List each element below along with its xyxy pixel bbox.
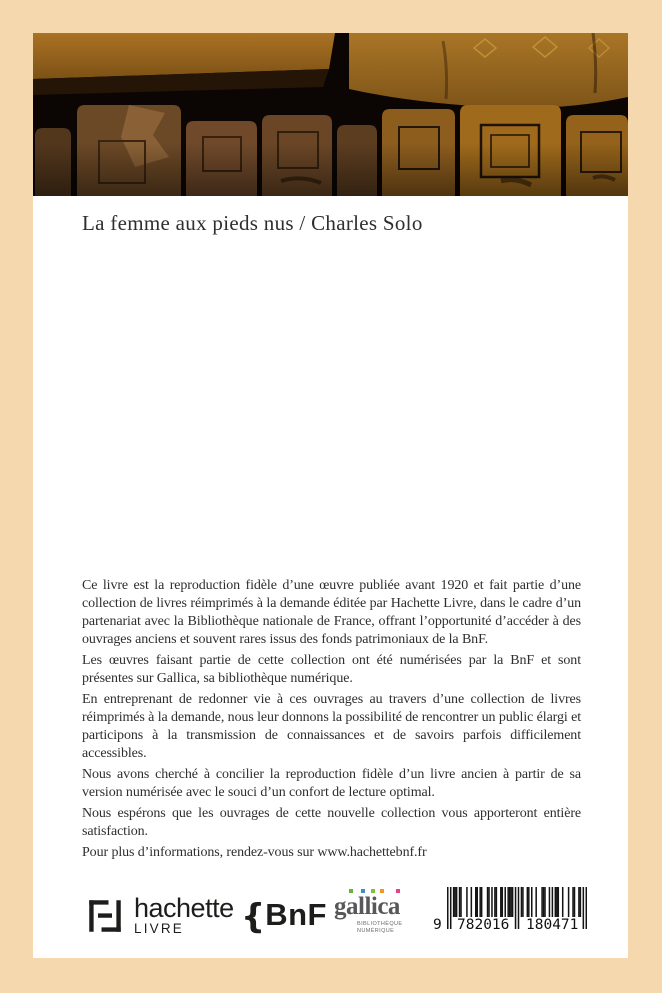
barcode-digits	[431, 917, 591, 935]
hachette-livre-logo	[84, 895, 234, 937]
old-books-photo	[33, 33, 628, 196]
publisher-footer	[33, 887, 628, 945]
hachette-wordmark: hachette	[134, 893, 234, 923]
paragraph: Ce livre est la reproduction fidèle d’une œuvre publiée avant 1920 et fait partie d’une collection de livres réimprimés à la demande éditée par Hachette Livre, dans le cadre d’un partenariat avec la Bibliothèque nationale de France, offrant l’opportunité d’accéder à des ouvrages anciens et souvent rares issus des fonds patrimoniaux de la BnF.	[82, 578, 581, 647]
bnf-logo	[241, 897, 327, 937]
gallica-subtitle-line1: BIBLIOTHÈQUE	[357, 921, 403, 927]
barcode-group2: 180471	[526, 917, 579, 933]
description-paragraphs	[82, 577, 581, 865]
gallica-wordmark: gallica	[334, 893, 400, 920]
gallica-logo	[334, 888, 412, 944]
bnf-brace-icon: {	[241, 897, 266, 937]
paragraph: Nous avons cherché à concilier la reproduction fidèle d’un livre ancien à partir de sa version numérisée avec le souci d’un confort de lecture optimal.	[82, 767, 581, 800]
barcode-first-digit: 9	[433, 917, 442, 933]
paragraph: En entreprenant de redonner vie à ces ouvrages au travers d’une collection de livres réimprimés à la demande, nous leur donnons la possibilité de rencontrer un public élargi et participons à la transmission de connaissances et de savoirs parfois difficilement accessibles.	[82, 692, 581, 761]
paragraph: Nous espérons que les ouvrages de cette nouvelle collection vous apporteront entière satisfaction.	[82, 806, 581, 839]
paragraph: Les œuvres faisant partie de cette collection ont été numérisées par la BnF et sont présentes sur Gallica, sa bibliothèque numérique.	[82, 653, 581, 686]
hachette-h-icon	[84, 895, 126, 937]
cover-card	[33, 33, 628, 958]
bnf-wordmark: BnF	[265, 897, 327, 932]
hachette-livre-label: LIVRE	[134, 921, 185, 936]
barcode-group1: 782016	[457, 917, 510, 933]
old-books-illustration	[33, 33, 628, 196]
paragraph: Pour plus d’informations, rendez-vous sur www.hachettebnf.fr	[82, 845, 427, 860]
ean-barcode	[431, 887, 591, 943]
book-title: La femme aux pieds nus / Charles Solo	[82, 211, 423, 235]
gallica-subtitle	[357, 921, 402, 934]
gallica-subtitle-line2: NUMÉRIQUE	[357, 927, 395, 934]
